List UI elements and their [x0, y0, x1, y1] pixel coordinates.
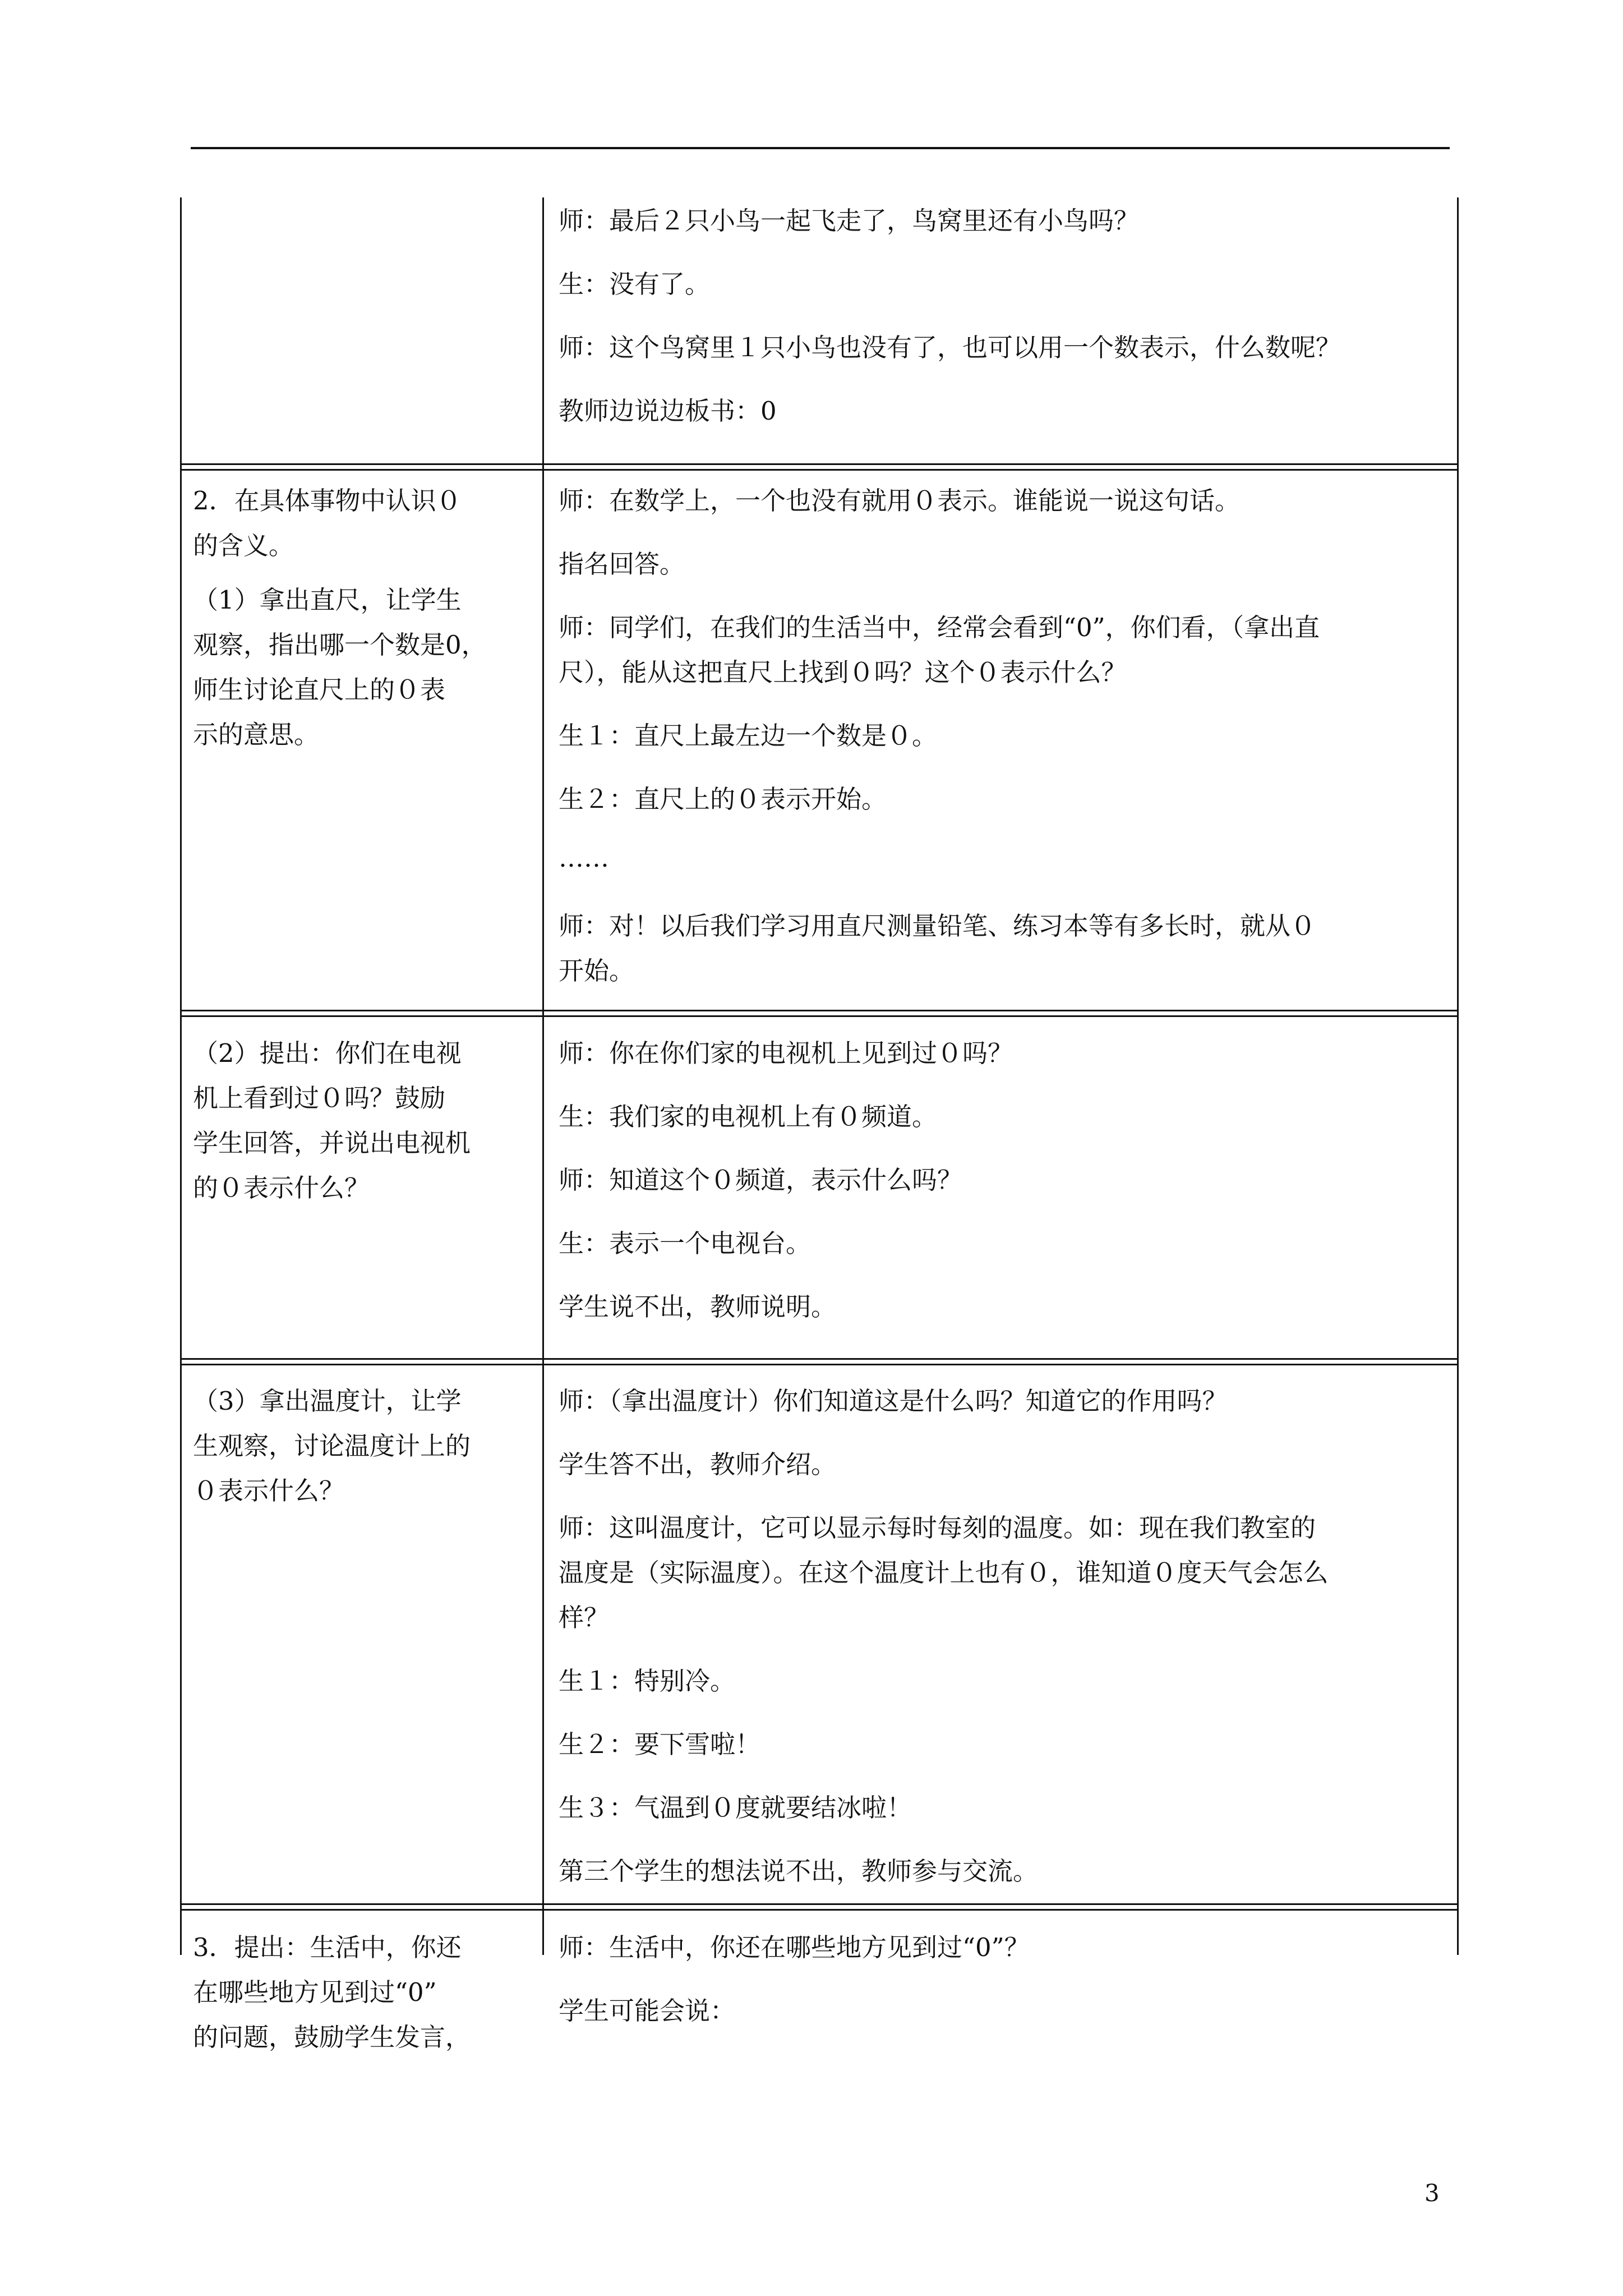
dialogue-line: 生：没有了。: [559, 269, 711, 299]
dialogue-line: 生３：气温到０度就要结冰啦！: [559, 1793, 912, 1823]
dialogue-line: 生２：要下雪啦！: [559, 1729, 761, 1759]
dialogue-line: 开始。: [559, 956, 635, 986]
row-separator: [180, 1015, 1459, 1017]
dialogue-line: ……: [559, 843, 609, 873]
dialogue-line: 生：我们家的电视机上有０频道。: [559, 1102, 938, 1131]
dialogue-line: 尺），能从这把直尺上找到０吗？这个０表示什么？: [559, 657, 1127, 687]
activity-text: 生观察，讨论温度计上的: [193, 1431, 471, 1461]
activity-text: （1）拿出直尺，让学生: [193, 585, 462, 615]
activity-text: 的问题，鼓励学生发言，: [193, 2022, 471, 2052]
dialogue-line: 师：这个鸟窝里１只小鸟也没有了，也可以用一个数表示，什么数呢？: [559, 333, 1341, 362]
header-rule: [191, 147, 1450, 149]
dialogue-line: 指名回答。: [559, 549, 685, 579]
dialogue-line: 生１：直尺上最左边一个数是０。: [559, 721, 938, 751]
dialogue-line: 学生说不出，教师说明。: [559, 1292, 837, 1322]
dialogue-line: 生：表示一个电视台。: [559, 1228, 811, 1258]
row-separator: [180, 469, 1459, 471]
dialogue-line: 生１：特别冷。: [559, 1666, 736, 1696]
dialogue-line: 学生可能会说：: [559, 1996, 736, 2026]
dialogue-line: 学生答不出，教师介绍。: [559, 1450, 837, 1479]
dialogue-line: 师：你在你们家的电视机上见到过０吗？: [559, 1038, 1013, 1068]
row-separator: [180, 463, 1459, 465]
activity-text: 在哪些地方见到过“0”: [193, 1977, 437, 2007]
page-number: 3: [1424, 2179, 1440, 2207]
activity-text: 示的意思。: [193, 720, 320, 749]
activity-text: 的含义。: [193, 531, 294, 560]
activity-text: ０表示什么？: [193, 1476, 345, 1506]
table-left-border: [180, 197, 182, 1955]
activity-text: 机上看到过０吗？鼓励: [193, 1083, 446, 1113]
activity-text: （2）提出：你们在电视: [193, 1038, 462, 1068]
activity-text: 3．提出：生活中，你还: [193, 1932, 462, 1962]
row-separator: [180, 1364, 1459, 1365]
dialogue-line: 师：最后２只小鸟一起飞走了，鸟窝里还有小鸟吗？: [559, 206, 1140, 236]
activity-text: （3）拿出温度计，让学: [193, 1386, 462, 1416]
activity-text: 的０表示什么？: [193, 1173, 370, 1203]
activity-text: 师生讨论直尺上的０表: [193, 675, 446, 705]
dialogue-line: 师：生活中，你还在哪些地方见到过“0”？: [559, 1932, 1030, 1962]
table-middle-border: [542, 197, 544, 1955]
row-separator: [180, 1909, 1459, 1911]
dialogue-line: 师：同学们，在我们的生活当中，经常会看到“0”，你们看，（拿出直: [559, 613, 1320, 642]
dialogue-line: 师：在数学上，一个也没有就用０表示。谁能说一说这句话。: [559, 486, 1241, 516]
activity-text: 学生回答，并说出电视机: [193, 1128, 471, 1158]
activity-text: 观察，指出哪一个数是0，: [193, 630, 487, 660]
dialogue-line: 样？: [559, 1603, 610, 1632]
dialogue-line: 师：这叫温度计，它可以显示每时每刻的温度。如：现在我们教室的: [559, 1513, 1316, 1543]
row-separator: [180, 1903, 1459, 1905]
row-separator: [180, 1358, 1459, 1360]
row-separator: [180, 1010, 1459, 1011]
dialogue-line: 师：知道这个０频道，表示什么吗？: [559, 1165, 963, 1195]
dialogue-line: 生２：直尺上的０表示开始。: [559, 784, 887, 814]
table-right-border: [1457, 197, 1459, 1955]
dialogue-line: 师：（拿出温度计）你们知道这是什么吗？知道它的作用吗？: [559, 1386, 1228, 1416]
activity-text: 2．在具体事物中认识０: [193, 486, 462, 516]
dialogue-line: 第三个学生的想法说不出，教师参与交流。: [559, 1856, 1039, 1886]
dialogue-line: 师：对！以后我们学习用直尺测量铅笔、练习本等有多长时，就从０: [559, 911, 1316, 941]
dialogue-line: 教师边说边板书：0: [559, 396, 777, 426]
dialogue-line: 温度是（实际温度）。在这个温度计上也有０，谁知道０度天气会怎么: [559, 1558, 1329, 1588]
